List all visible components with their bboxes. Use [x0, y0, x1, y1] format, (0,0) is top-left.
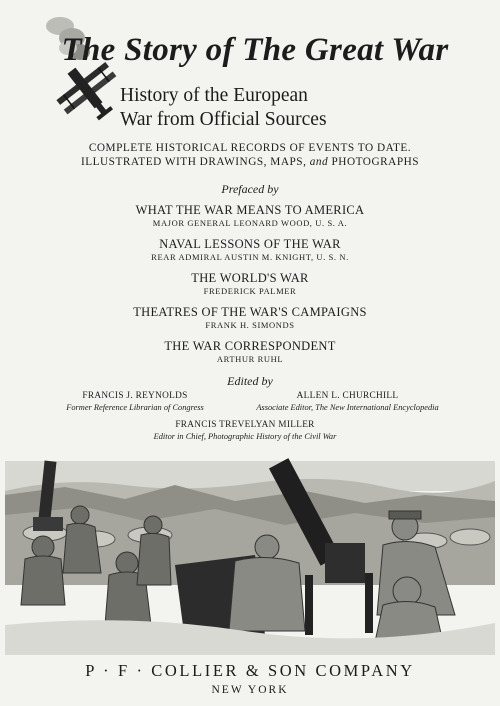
essay-item — [0, 237, 500, 263]
publisher-city: NEW YORK — [211, 684, 289, 696]
editor-name: ALLEN L. CHURCHILL — [296, 391, 399, 401]
subtitle-line: War from Official Sources — [120, 109, 327, 130]
essay-title: THE WORLD'S WAR — [191, 271, 309, 285]
editor-credit — [40, 390, 230, 414]
essay-item — [0, 339, 500, 365]
trench-battle-illustration — [5, 455, 495, 655]
records-line-start: ILLUSTRATED WITH DRAWINGS, MAPS, — [80, 156, 307, 168]
essay-title: NAVAL LESSONS OF THE WAR — [159, 237, 341, 251]
editor-name: FRANCIS J. REYNOLDS — [82, 391, 188, 401]
essay-item — [0, 203, 500, 229]
essay-author: FREDERICK PALMER — [203, 286, 297, 296]
essay-title: THE WAR CORRESPONDENT — [164, 339, 336, 353]
records-description — [0, 141, 500, 169]
records-line-end: PHOTOGRAPHS — [331, 156, 420, 168]
editor-role: Associate Editor, The New International Encyclopedia — [256, 403, 439, 412]
editor-role: Editor in Chief, Photographic History of the Civil War — [153, 432, 337, 441]
editor-credit — [230, 390, 465, 414]
editor-name: FRANCIS TREVELYAN MILLER — [175, 420, 315, 430]
subtitle-line: History of the European — [120, 85, 308, 106]
essay-author: REAR ADMIRAL AUSTIN M. KNIGHT, U. S. N. — [151, 252, 349, 262]
records-line: COMPLETE HISTORICAL RECORDS OF EVENTS TO DATE. — [88, 142, 412, 154]
essay-list — [0, 203, 500, 373]
publisher-name: P · F · COLLIER & SON COMPANY — [85, 661, 415, 680]
essay-title: THEATRES OF THE WAR'S CAMPAIGNS — [133, 305, 367, 319]
book-subtitle — [120, 84, 327, 132]
essay-author: FRANK H. SIMONDS — [205, 320, 295, 330]
records-line-and: and — [309, 156, 329, 168]
records-line — [0, 155, 500, 169]
essay-author: ARTHUR RUHL — [216, 354, 284, 364]
essay-item — [0, 305, 500, 331]
editor-credit — [80, 419, 410, 443]
editor-role: Former Reference Librarian of Congress — [66, 403, 204, 412]
essay-title: WHAT THE WAR MEANS TO AMERICA — [135, 203, 365, 217]
book-title: The Story of The Great War — [61, 32, 449, 68]
edited-by-label: Edited by — [227, 374, 273, 388]
essay-author: MAJOR GENERAL LEONARD WOOD, U. S. A. — [152, 218, 348, 228]
prefaced-by-label: Prefaced by — [221, 182, 279, 196]
essay-item — [0, 271, 500, 297]
